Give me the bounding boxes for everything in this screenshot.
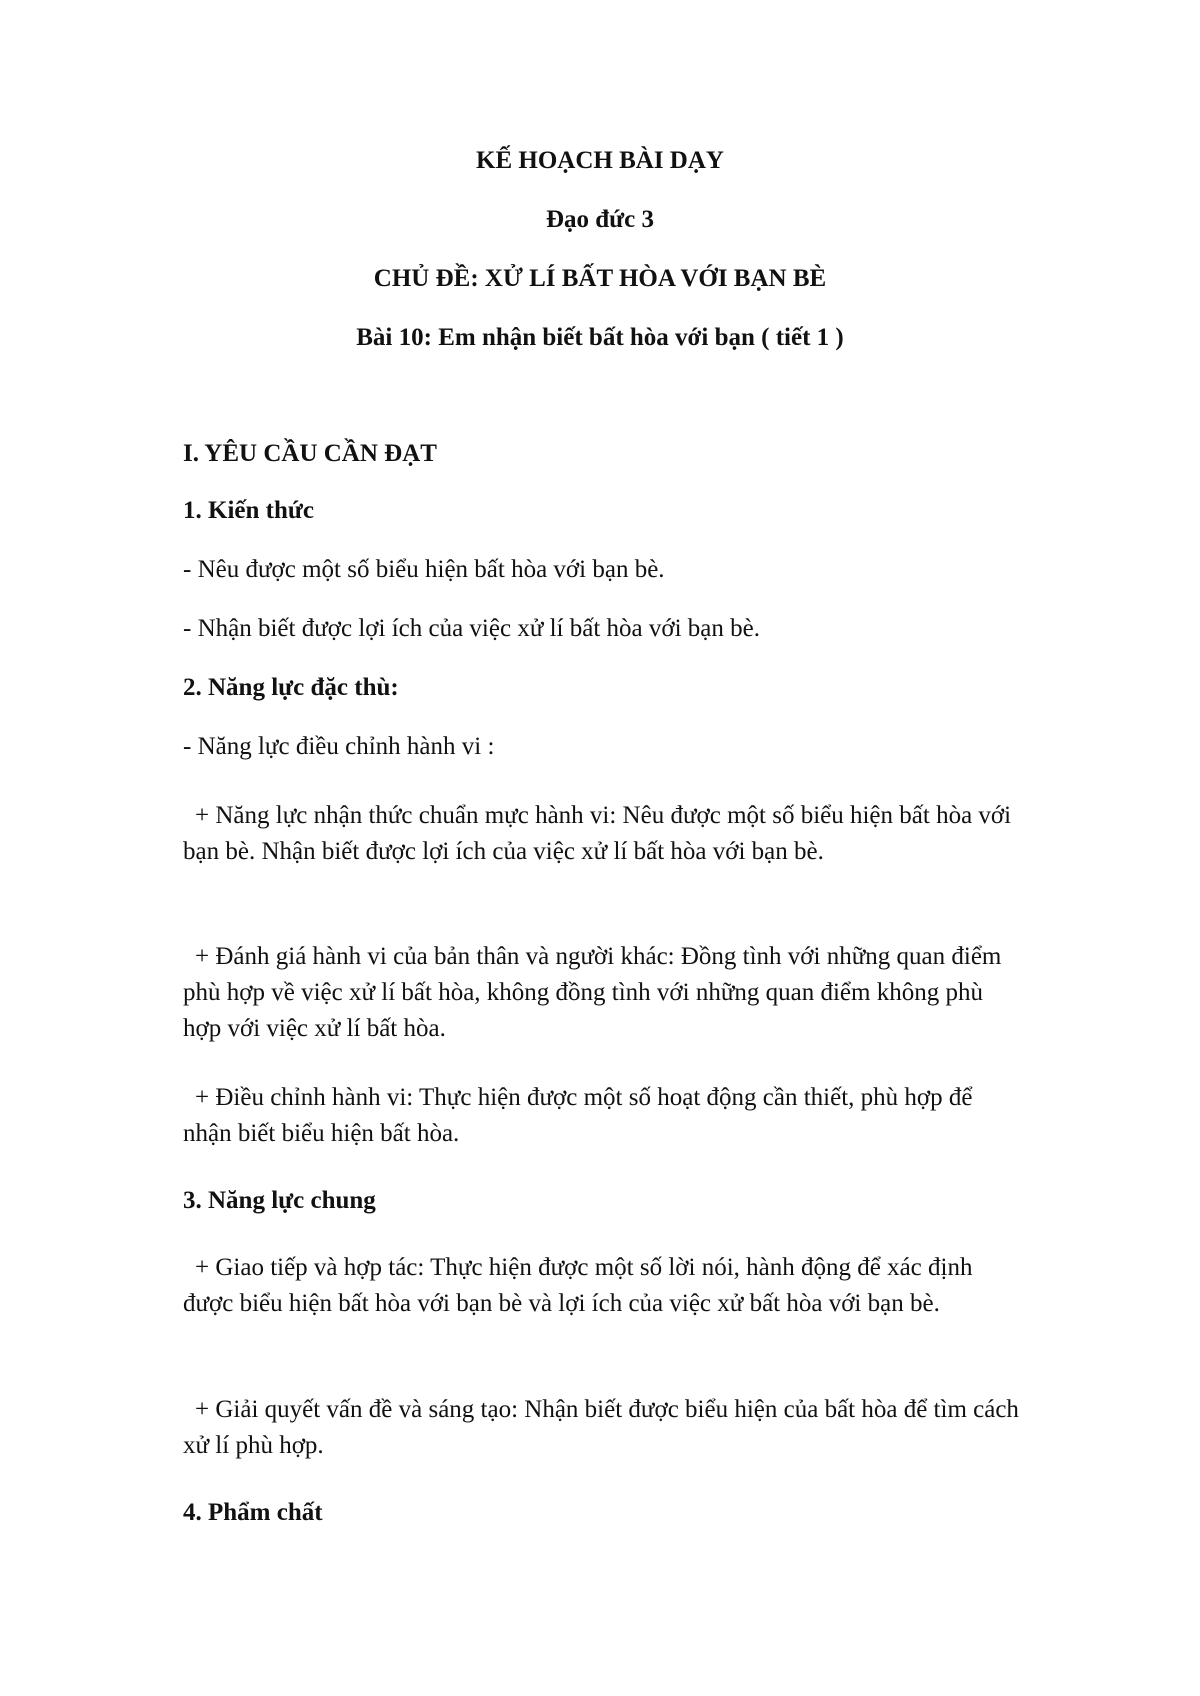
section-heading-requirements: I. YÊU CẦU CẦN ĐẠT	[183, 440, 437, 467]
specific-competence-item: + Đánh giá hành vi của bản thân và người khác: Đồng tình với những quan điểm phù hợp về việc xử lí bất hòa, không đồng tình với những quan điểm không phù hợp với việc xử lí bất hòa.	[183, 943, 1002, 1042]
knowledge-item: - Nêu được một số biểu hiện bất hòa với bạn bè.	[183, 556, 665, 583]
lesson-title: Bài 10: Em nhận biết bất hòa với bạn ( tiết 1 )	[356, 324, 844, 351]
subheading-qualities: 4. Phẩm chất	[183, 1499, 323, 1526]
general-competence-item: + Giao tiếp và hợp tác: Thực hiện được một số lời nói, hành động để xác định được biểu hiện bất hòa với bạn bè và lợi ích của việc xử bất hòa với bạn bè.	[183, 1254, 973, 1317]
subject-title: Đạo đức 3	[545, 206, 655, 233]
specific-competence-item: + Năng lực nhận thức chuẩn mực hành vi: Nêu được một số biểu hiện bất hòa với bạn bè. Nhận biết được lợi ích của việc xử lí bất hòa với bạn bè.	[183, 802, 1012, 865]
topic-title: CHỦ ĐỀ: XỬ LÍ BẤT HÒA VỚI BẠN BÈ	[373, 265, 827, 292]
specific-competence-item: + Điều chỉnh hành vi: Thực hiện được một số hoạt động cần thiết, phù hợp để nhận biết biểu hiện bất hòa.	[183, 1084, 973, 1147]
subheading-specific-competence: 2. Năng lực đặc thù:	[183, 674, 399, 701]
specific-competence-intro: - Năng lực điều chỉnh hành vi :	[183, 733, 495, 760]
subheading-general-competence: 3. Năng lực chung	[183, 1187, 376, 1214]
general-competence-item: + Giải quyết vấn đề và sáng tạo: Nhận biết được biểu hiện của bất hòa để tìm cách xử lí phù hợp.	[183, 1396, 1019, 1459]
document-title: KẾ HOẠCH BÀI DẠY	[476, 147, 724, 174]
subheading-knowledge: 1. Kiến thức	[183, 497, 314, 524]
knowledge-item: - Nhận biết được lợi ích của việc xử lí bất hòa với bạn bè.	[183, 615, 761, 642]
